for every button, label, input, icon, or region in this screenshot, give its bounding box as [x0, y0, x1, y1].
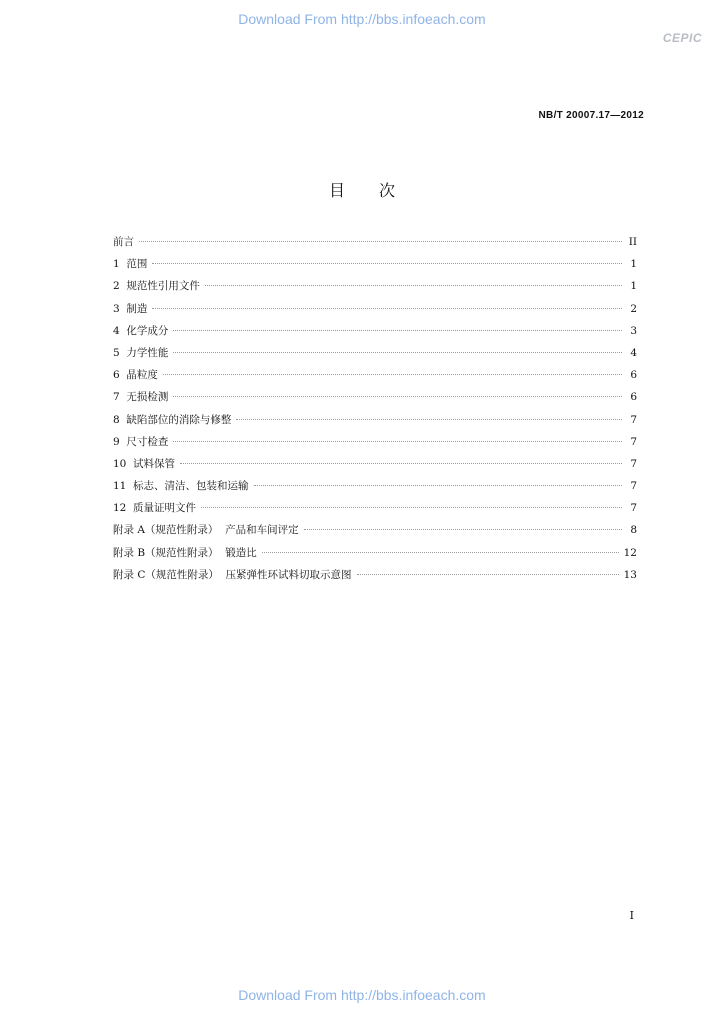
toc-entry-page: II	[628, 236, 637, 248]
toc-entry[interactable]	[113, 544, 637, 566]
page-number: I	[629, 909, 634, 922]
toc-entry[interactable]	[113, 366, 637, 388]
standard-number: NB/T 20007.17—2012	[538, 110, 644, 121]
toc-entry[interactable]	[113, 521, 637, 543]
toc-entry-page: 6	[630, 369, 637, 382]
toc-entry-page: 7	[630, 413, 637, 426]
toc-leader-dots	[173, 330, 622, 331]
toc-entry-page: 2	[630, 302, 637, 315]
toc-entry[interactable]	[113, 499, 637, 521]
toc-entry-title: 附录 A（规范性附录） 产品和车间评定	[113, 524, 299, 537]
toc-entry-page: 7	[630, 457, 637, 470]
toc-leader-dots	[205, 285, 622, 286]
toc-entry-page: 1	[630, 280, 637, 293]
toc-entry[interactable]	[113, 388, 637, 410]
toc-entry[interactable]	[113, 322, 637, 344]
toc-entry[interactable]	[113, 300, 637, 322]
toc-entry-title: 5 力学性能	[113, 346, 169, 359]
table-of-contents	[113, 233, 637, 588]
toc-entry-title: 8 缺陷部位的消除与修整	[113, 413, 232, 426]
toc-entry-page: 12	[623, 546, 637, 559]
toc-leader-dots	[139, 241, 622, 242]
toc-leader-dots	[201, 507, 622, 508]
toc-entry[interactable]	[113, 344, 637, 366]
toc-entry[interactable]	[113, 433, 637, 455]
toc-entry-page: 7	[630, 502, 637, 515]
toc-entry[interactable]	[113, 255, 637, 277]
toc-entry-title: 4 化学成分	[113, 324, 169, 337]
toc-leader-dots	[180, 463, 622, 464]
toc-entry-page: 13	[623, 568, 637, 581]
toc-entry-page: 7	[630, 480, 637, 493]
toc-entry[interactable]	[113, 277, 637, 299]
toc-entry-page: 6	[630, 391, 637, 404]
toc-entry-title: 前言	[113, 236, 134, 248]
toc-entry[interactable]	[113, 233, 637, 255]
toc-entry[interactable]	[113, 566, 637, 588]
toc-entry[interactable]	[113, 411, 637, 433]
publisher-logo: CEPIC	[662, 31, 702, 45]
toc-title: 目次	[328, 181, 429, 200]
toc-entry-title: 11 标志、清洁、包装和运输	[113, 480, 249, 493]
toc-entry-title: 10 试料保管	[113, 457, 176, 470]
toc-entry-title: 附录 C（规范性附录） 压紧弹性环试料切取示意图	[113, 568, 352, 581]
toc-entry-page: 3	[630, 324, 637, 337]
toc-leader-dots	[173, 441, 622, 442]
toc-entry-title: 9 尺寸检查	[113, 435, 169, 448]
toc-entry-title: 7 无损检测	[113, 391, 169, 404]
toc-entry-title: 2 规范性引用文件	[113, 280, 200, 293]
toc-entry-page: 8	[630, 524, 637, 537]
toc-leader-dots	[173, 352, 622, 353]
toc-entry-title: 12 质量证明文件	[113, 502, 197, 515]
toc-leader-dots	[152, 308, 622, 309]
toc-entry-page: 4	[630, 346, 637, 359]
toc-leader-dots	[262, 552, 619, 553]
toc-leader-dots	[254, 485, 622, 486]
toc-entry-title: 6 晶粒度	[113, 369, 158, 382]
toc-entry[interactable]	[113, 455, 637, 477]
toc-leader-dots	[173, 396, 622, 397]
toc-leader-dots	[357, 574, 619, 575]
toc-leader-dots	[304, 529, 622, 530]
toc-entry-title: 3 制造	[113, 302, 148, 315]
toc-entry[interactable]	[113, 477, 637, 499]
toc-entry-page: 7	[630, 435, 637, 448]
watermark-bottom: Download From http://bbs.infoeach.com	[238, 987, 486, 1003]
watermark-top: Download From http://bbs.infoeach.com	[238, 11, 486, 27]
toc-leader-dots	[236, 419, 622, 420]
toc-entry-title: 1 范围	[113, 258, 148, 271]
toc-leader-dots	[152, 263, 622, 264]
toc-leader-dots	[163, 374, 622, 375]
toc-entry-title: 附录 B（规范性附录） 锻造比	[113, 546, 257, 559]
toc-entry-page: 1	[630, 258, 637, 271]
